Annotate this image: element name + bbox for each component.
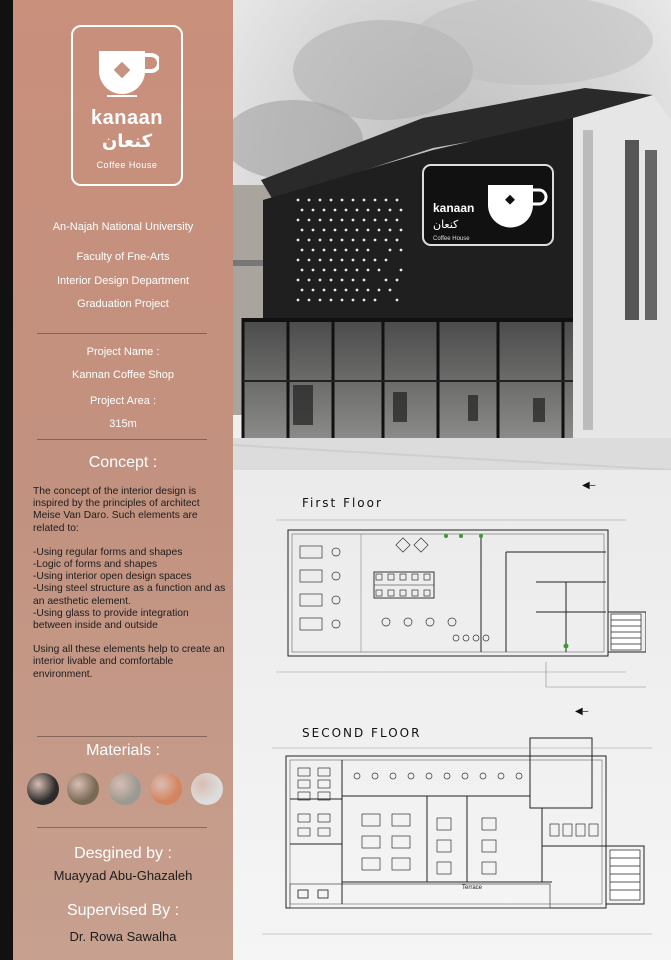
divider	[37, 333, 207, 334]
designed-by-label: Desgined by :	[74, 845, 172, 862]
exterior-render	[233, 0, 671, 470]
university-name: An-Najah National University	[52, 221, 194, 233]
concept-item: -Using interior open design spaces	[33, 571, 192, 583]
designer-name: Muayyad Abu-Ghazaleh	[53, 868, 193, 883]
material-swatch-marble	[191, 773, 223, 805]
concept-item: -Using steel structure as a function and as an aesthetic element.	[33, 583, 226, 607]
supervisor-name: Dr. Rowa Sawalha	[69, 929, 177, 944]
concept-item: -Logic of forms and shapes	[33, 559, 158, 571]
sign-subtitle: Coffee House	[433, 236, 470, 242]
first-floor-title: First Floor	[302, 496, 383, 510]
building-illustration	[233, 0, 671, 470]
project-name-value: Kannan Coffee Shop	[72, 369, 174, 381]
faculty-name: Faculty of Fne-Arts	[76, 251, 170, 263]
concept-item: -Using regular forms and shapes	[33, 546, 183, 558]
logo	[71, 25, 183, 186]
divider	[37, 827, 207, 828]
concept-closing: Using all these elements help to create an interior livable and comfortable environment.	[33, 644, 225, 680]
logo-subtitle: Coffee House	[96, 160, 158, 170]
concept-item: -Using glass to provide integration between inside and outside	[33, 607, 189, 632]
sign-name-arabic: كنعان	[433, 218, 459, 231]
project-area-label: Project Area :	[89, 395, 157, 407]
logo-name-arabic: كنعان	[101, 131, 153, 152]
material-swatch-concrete	[109, 773, 141, 805]
project-name-label: Project Name :	[86, 346, 160, 358]
logo-name-english: kanaan	[91, 107, 163, 129]
project-type: Graduation Project	[77, 298, 169, 310]
concept-title: Concept :	[88, 454, 158, 471]
material-swatch-wood	[67, 773, 99, 805]
left-black-strip	[0, 0, 13, 960]
material-swatch-black-steel	[27, 773, 59, 805]
materials-title: Materials :	[86, 742, 160, 759]
concept-body	[33, 486, 229, 681]
divider	[37, 439, 207, 440]
second-floor-plan	[262, 734, 662, 956]
second-floor-title: SECOND FLOOR	[302, 726, 422, 740]
section-marker-icon: ◀‒	[575, 706, 589, 717]
terrace-label: Terrace	[462, 885, 483, 891]
sign-name-english: kanaan	[433, 201, 475, 215]
concept-intro: The concept of the interior design is inspired by the principles of architect Meise Van Daro. Such elements are related to:	[33, 486, 200, 534]
section-marker-icon: ◀‒	[582, 480, 596, 491]
glass-storefront	[243, 318, 573, 438]
first-floor-plan	[266, 512, 646, 697]
supervised-by-label: Supervised By :	[66, 902, 180, 919]
project-area-value: 315m	[109, 418, 137, 430]
department-name: Interior Design Department	[56, 275, 190, 287]
info-panel	[13, 0, 233, 960]
divider	[37, 736, 207, 737]
material-swatch-copper	[150, 773, 182, 805]
coffee-cup-icon	[95, 41, 159, 105]
